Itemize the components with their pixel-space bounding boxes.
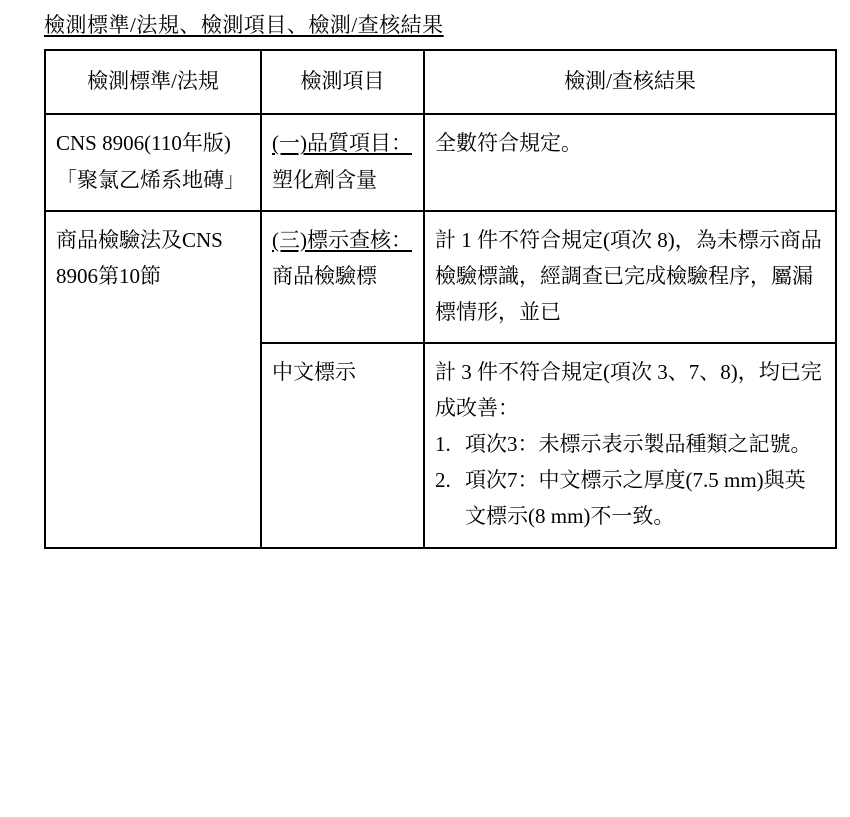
list-item-text: 項次7：中文標示之厚度(7.5 mm)與英文標示(8 mm)不一致。	[465, 468, 806, 529]
cell-standard: CNS 8906(110年版)「聚氯乙烯系地磚」	[45, 114, 261, 210]
item-heading: (三)標示查核：	[272, 227, 412, 252]
cell-standard: 商品檢驗法及CNS 8906第10節	[45, 211, 261, 548]
result-list	[435, 426, 825, 534]
inspection-result-table	[44, 49, 837, 548]
item-heading: (一)品質項目：	[272, 131, 412, 156]
result-text: 計 1 件不符合規定(項次 8)，為未標示商品檢驗標識，經調查已完成檢驗程序，屬漏標情形，並已	[435, 227, 822, 324]
cell-result	[424, 114, 836, 210]
item-detail: 塑化劑含量	[272, 167, 377, 192]
list-item-marker: 1.	[435, 432, 451, 457]
page-title: 檢測標準/法規、檢測項目、檢測/查核結果	[44, 13, 444, 37]
table-header	[45, 50, 836, 114]
table-row	[45, 114, 836, 210]
cell-result	[424, 343, 836, 548]
column-header-result: 檢測/查核結果	[424, 50, 836, 114]
item-detail: 中文標示	[272, 359, 356, 384]
list-item-marker: 2.	[435, 468, 451, 493]
list-item	[435, 426, 825, 462]
result-text: 計 3 件不符合規定(項次 3、7、8)，均已完成改善：	[435, 359, 822, 421]
column-header-standard: 檢測標準/法規	[45, 50, 261, 114]
list-item	[435, 462, 825, 534]
cell-result	[424, 211, 836, 343]
column-header-item: 檢測項目	[261, 50, 424, 114]
cell-item	[261, 343, 424, 548]
table-row	[45, 211, 836, 343]
item-detail: 商品檢驗標	[272, 263, 377, 288]
table-body	[45, 114, 836, 547]
cell-item	[261, 114, 424, 210]
result-text: 全數符合規定。	[435, 131, 582, 156]
cell-item	[261, 211, 424, 343]
list-item-text: 項次3：未標示表示製品種類之記號。	[465, 432, 812, 457]
table-header-row	[45, 50, 836, 114]
